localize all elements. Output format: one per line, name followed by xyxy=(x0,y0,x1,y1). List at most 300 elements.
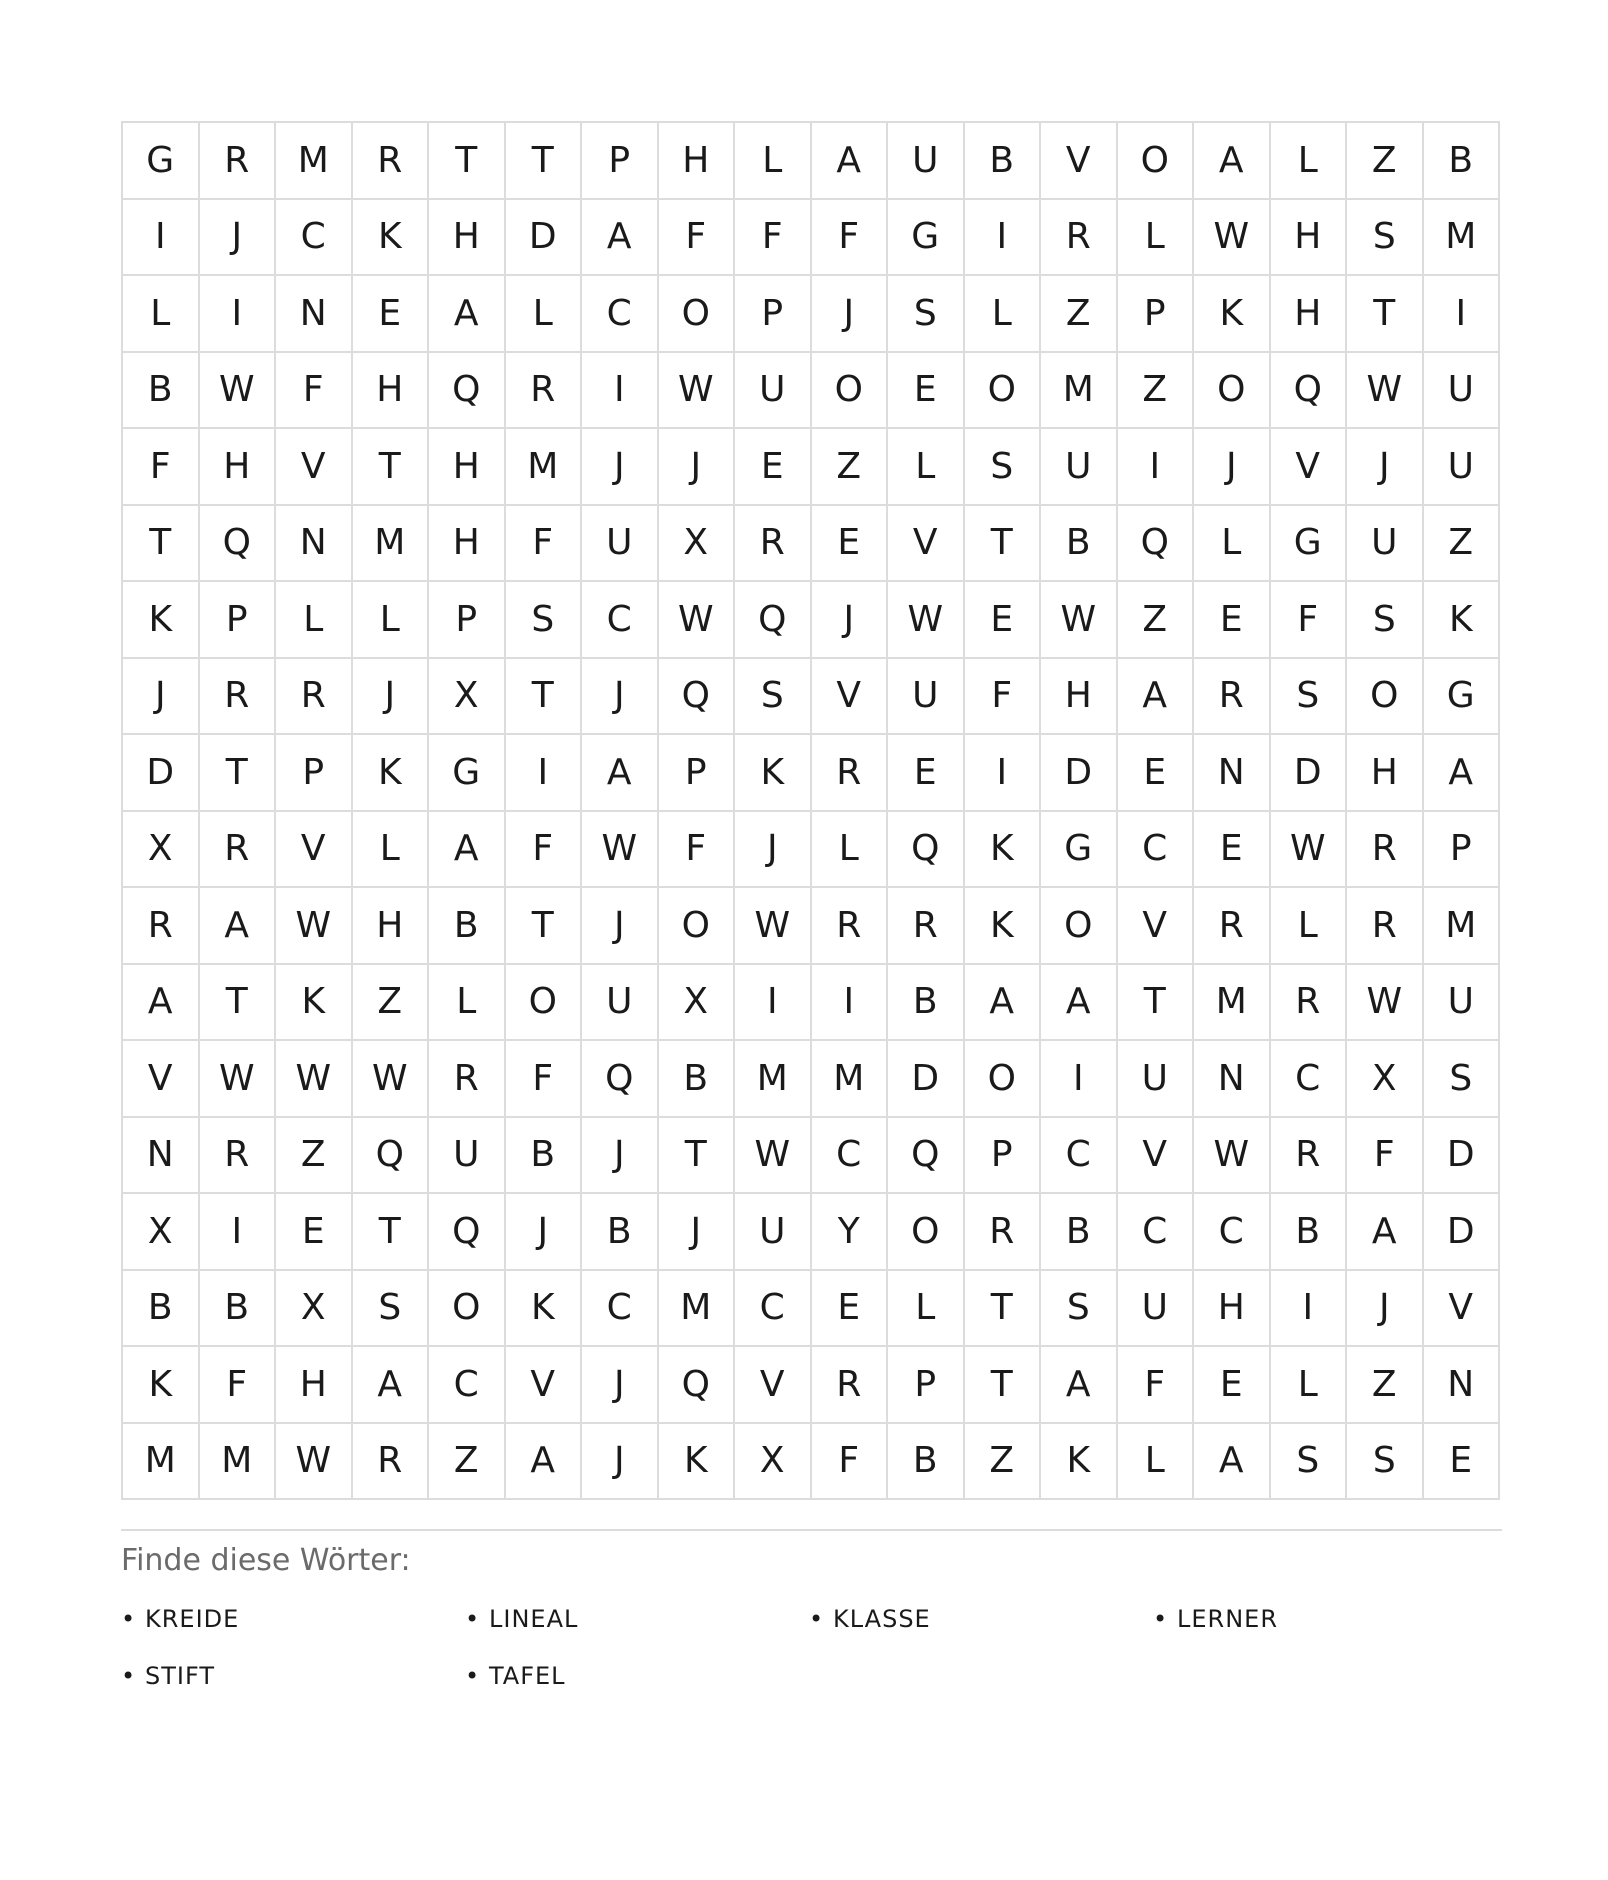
grid-cell[interactable]: U xyxy=(735,353,812,430)
grid-cell[interactable]: L xyxy=(1118,200,1195,277)
grid-cell[interactable]: H xyxy=(276,1347,353,1424)
grid-cell[interactable]: K xyxy=(353,735,430,812)
grid-cell[interactable]: K xyxy=(1194,276,1271,353)
grid-cell[interactable]: A xyxy=(582,200,659,277)
grid-cell[interactable]: Z xyxy=(1041,276,1118,353)
grid-cell[interactable]: W xyxy=(276,1424,353,1501)
grid-cell[interactable]: E xyxy=(735,429,812,506)
grid-cell[interactable]: K xyxy=(276,965,353,1042)
grid-cell[interactable]: O xyxy=(1041,888,1118,965)
grid-cell[interactable]: V xyxy=(1118,1118,1195,1195)
grid-cell[interactable]: U xyxy=(1424,353,1501,430)
grid-cell[interactable]: C xyxy=(1194,1194,1271,1271)
grid-cell[interactable]: B xyxy=(1271,1194,1348,1271)
grid-cell[interactable]: U xyxy=(1118,1271,1195,1348)
grid-cell[interactable]: V xyxy=(1118,888,1195,965)
grid-cell[interactable]: S xyxy=(965,429,1042,506)
grid-cell[interactable]: N xyxy=(276,276,353,353)
grid-cell[interactable]: Z xyxy=(276,1118,353,1195)
grid-cell[interactable]: J xyxy=(735,812,812,889)
grid-cell[interactable]: H xyxy=(1271,200,1348,277)
grid-cell[interactable]: I xyxy=(582,353,659,430)
grid-cell[interactable]: B xyxy=(888,1424,965,1501)
grid-cell[interactable]: K xyxy=(1041,1424,1118,1501)
grid-cell[interactable]: F xyxy=(735,200,812,277)
grid-cell[interactable]: K xyxy=(123,1347,200,1424)
grid-cell[interactable]: J xyxy=(582,659,659,736)
grid-cell[interactable]: X xyxy=(123,1194,200,1271)
grid-cell[interactable]: R xyxy=(1271,1118,1348,1195)
grid-cell[interactable]: O xyxy=(1347,659,1424,736)
grid-cell[interactable]: F xyxy=(1118,1347,1195,1424)
grid-cell[interactable]: P xyxy=(1424,812,1501,889)
grid-cell[interactable]: R xyxy=(200,123,277,200)
grid-cell[interactable]: G xyxy=(1041,812,1118,889)
grid-cell[interactable]: E xyxy=(1118,735,1195,812)
grid-cell[interactable]: K xyxy=(506,1271,583,1348)
grid-cell[interactable]: D xyxy=(123,735,200,812)
grid-cell[interactable]: D xyxy=(1424,1118,1501,1195)
grid-cell[interactable]: C xyxy=(1041,1118,1118,1195)
grid-cell[interactable]: K xyxy=(659,1424,736,1501)
grid-cell[interactable]: T xyxy=(965,1271,1042,1348)
grid-cell[interactable]: R xyxy=(1347,812,1424,889)
grid-cell[interactable]: R xyxy=(1347,888,1424,965)
grid-cell[interactable]: I xyxy=(1424,276,1501,353)
grid-cell[interactable]: A xyxy=(1041,965,1118,1042)
grid-cell[interactable]: F xyxy=(1347,1118,1424,1195)
grid-cell[interactable]: K xyxy=(965,812,1042,889)
grid-cell[interactable]: H xyxy=(1194,1271,1271,1348)
grid-cell[interactable]: Z xyxy=(965,1424,1042,1501)
grid-cell[interactable]: M xyxy=(812,1041,889,1118)
grid-cell[interactable]: E xyxy=(965,582,1042,659)
grid-cell[interactable]: H xyxy=(429,429,506,506)
grid-cell[interactable]: J xyxy=(812,582,889,659)
grid-cell[interactable]: R xyxy=(812,735,889,812)
grid-cell[interactable]: Q xyxy=(1271,353,1348,430)
grid-cell[interactable]: L xyxy=(276,582,353,659)
grid-cell[interactable]: M xyxy=(123,1424,200,1501)
grid-cell[interactable]: J xyxy=(582,429,659,506)
grid-cell[interactable]: C xyxy=(735,1271,812,1348)
grid-cell[interactable]: T xyxy=(200,965,277,1042)
grid-cell[interactable]: W xyxy=(1041,582,1118,659)
grid-cell[interactable]: C xyxy=(1271,1041,1348,1118)
grid-cell[interactable]: R xyxy=(1271,965,1348,1042)
grid-cell[interactable]: X xyxy=(276,1271,353,1348)
grid-cell[interactable]: B xyxy=(123,353,200,430)
grid-cell[interactable]: F xyxy=(200,1347,277,1424)
grid-cell[interactable]: M xyxy=(1041,353,1118,430)
grid-cell[interactable]: G xyxy=(888,200,965,277)
grid-cell[interactable]: E xyxy=(812,506,889,583)
grid-cell[interactable]: F xyxy=(965,659,1042,736)
grid-cell[interactable]: V xyxy=(276,812,353,889)
grid-cell[interactable]: V xyxy=(276,429,353,506)
grid-cell[interactable]: T xyxy=(123,506,200,583)
grid-cell[interactable]: X xyxy=(1347,1041,1424,1118)
grid-cell[interactable]: K xyxy=(965,888,1042,965)
grid-cell[interactable]: S xyxy=(353,1271,430,1348)
grid-cell[interactable]: U xyxy=(582,506,659,583)
grid-cell[interactable]: Q xyxy=(735,582,812,659)
grid-cell[interactable]: W xyxy=(276,1041,353,1118)
grid-cell[interactable]: J xyxy=(582,888,659,965)
grid-cell[interactable]: B xyxy=(1424,123,1501,200)
grid-cell[interactable]: H xyxy=(1347,735,1424,812)
grid-cell[interactable]: X xyxy=(429,659,506,736)
grid-cell[interactable]: C xyxy=(582,1271,659,1348)
grid-cell[interactable]: I xyxy=(812,965,889,1042)
grid-cell[interactable]: M xyxy=(1424,200,1501,277)
grid-cell[interactable]: E xyxy=(888,735,965,812)
grid-cell[interactable]: G xyxy=(1271,506,1348,583)
grid-cell[interactable]: E xyxy=(1194,1347,1271,1424)
grid-cell[interactable]: J xyxy=(812,276,889,353)
grid-cell[interactable]: U xyxy=(582,965,659,1042)
grid-cell[interactable]: T xyxy=(506,123,583,200)
grid-cell[interactable]: A xyxy=(353,1347,430,1424)
grid-cell[interactable]: B xyxy=(659,1041,736,1118)
grid-cell[interactable]: E xyxy=(1194,812,1271,889)
grid-cell[interactable]: Q xyxy=(888,1118,965,1195)
grid-cell[interactable]: I xyxy=(200,1194,277,1271)
grid-cell[interactable]: L xyxy=(888,429,965,506)
grid-cell[interactable]: I xyxy=(200,276,277,353)
grid-cell[interactable]: L xyxy=(735,123,812,200)
grid-cell[interactable]: S xyxy=(1347,200,1424,277)
grid-cell[interactable]: X xyxy=(659,965,736,1042)
grid-cell[interactable]: E xyxy=(1424,1424,1501,1501)
grid-cell[interactable]: P xyxy=(1118,276,1195,353)
grid-cell[interactable]: B xyxy=(200,1271,277,1348)
grid-cell[interactable]: M xyxy=(506,429,583,506)
grid-cell[interactable]: Q xyxy=(659,1347,736,1424)
grid-cell[interactable]: C xyxy=(276,200,353,277)
grid-cell[interactable]: U xyxy=(1424,965,1501,1042)
grid-cell[interactable]: A xyxy=(1041,1347,1118,1424)
grid-cell[interactable]: B xyxy=(1041,1194,1118,1271)
grid-cell[interactable]: Z xyxy=(1118,582,1195,659)
grid-cell[interactable]: H xyxy=(353,353,430,430)
grid-cell[interactable]: O xyxy=(965,1041,1042,1118)
grid-cell[interactable]: T xyxy=(506,888,583,965)
grid-cell[interactable]: P xyxy=(965,1118,1042,1195)
grid-cell[interactable]: G xyxy=(1424,659,1501,736)
grid-cell[interactable]: P xyxy=(735,276,812,353)
grid-cell[interactable]: S xyxy=(888,276,965,353)
grid-cell[interactable]: X xyxy=(735,1424,812,1501)
grid-cell[interactable]: H xyxy=(1271,276,1348,353)
grid-cell[interactable]: P xyxy=(200,582,277,659)
grid-cell[interactable]: N xyxy=(276,506,353,583)
grid-cell[interactable]: D xyxy=(888,1041,965,1118)
grid-cell[interactable]: W xyxy=(659,353,736,430)
grid-cell[interactable]: R xyxy=(888,888,965,965)
grid-cell[interactable]: V xyxy=(123,1041,200,1118)
grid-cell[interactable]: Z xyxy=(353,965,430,1042)
grid-cell[interactable]: I xyxy=(506,735,583,812)
grid-cell[interactable]: D xyxy=(1041,735,1118,812)
grid-cell[interactable]: A xyxy=(1194,1424,1271,1501)
grid-cell[interactable]: H xyxy=(200,429,277,506)
grid-cell[interactable]: S xyxy=(1271,659,1348,736)
grid-cell[interactable]: K xyxy=(735,735,812,812)
grid-cell[interactable]: R xyxy=(429,1041,506,1118)
grid-cell[interactable]: Z xyxy=(1118,353,1195,430)
grid-cell[interactable]: F xyxy=(659,200,736,277)
grid-cell[interactable]: M xyxy=(659,1271,736,1348)
grid-cell[interactable]: S xyxy=(1347,582,1424,659)
grid-cell[interactable]: F xyxy=(506,1041,583,1118)
grid-cell[interactable]: W xyxy=(1271,812,1348,889)
grid-cell[interactable]: H xyxy=(429,506,506,583)
grid-cell[interactable]: C xyxy=(429,1347,506,1424)
grid-cell[interactable]: M xyxy=(276,123,353,200)
grid-cell[interactable]: W xyxy=(582,812,659,889)
grid-cell[interactable]: Z xyxy=(812,429,889,506)
grid-cell[interactable]: I xyxy=(1118,429,1195,506)
grid-cell[interactable]: A xyxy=(429,812,506,889)
grid-cell[interactable]: B xyxy=(1041,506,1118,583)
grid-cell[interactable]: J xyxy=(353,659,430,736)
grid-cell[interactable]: Z xyxy=(1424,506,1501,583)
grid-cell[interactable]: Q xyxy=(353,1118,430,1195)
grid-cell[interactable]: I xyxy=(965,200,1042,277)
grid-cell[interactable]: R xyxy=(123,888,200,965)
grid-cell[interactable]: E xyxy=(1194,582,1271,659)
grid-cell[interactable]: C xyxy=(582,276,659,353)
grid-cell[interactable]: C xyxy=(582,582,659,659)
grid-cell[interactable]: B xyxy=(582,1194,659,1271)
grid-cell[interactable]: V xyxy=(1041,123,1118,200)
grid-cell[interactable]: T xyxy=(659,1118,736,1195)
grid-cell[interactable]: A xyxy=(1347,1194,1424,1271)
grid-cell[interactable]: J xyxy=(582,1118,659,1195)
grid-cell[interactable]: L xyxy=(506,276,583,353)
grid-cell[interactable]: V xyxy=(1424,1271,1501,1348)
grid-cell[interactable]: Z xyxy=(429,1424,506,1501)
grid-cell[interactable]: A xyxy=(582,735,659,812)
grid-cell[interactable]: N xyxy=(1194,735,1271,812)
grid-cell[interactable]: M xyxy=(735,1041,812,1118)
grid-cell[interactable]: Z xyxy=(1347,123,1424,200)
grid-cell[interactable]: E xyxy=(888,353,965,430)
grid-cell[interactable]: M xyxy=(1424,888,1501,965)
grid-cell[interactable]: R xyxy=(200,812,277,889)
grid-cell[interactable]: Q xyxy=(429,353,506,430)
grid-cell[interactable]: T xyxy=(965,1347,1042,1424)
grid-cell[interactable]: J xyxy=(582,1424,659,1501)
grid-cell[interactable]: G xyxy=(429,735,506,812)
grid-cell[interactable]: J xyxy=(1347,1271,1424,1348)
grid-cell[interactable]: D xyxy=(506,200,583,277)
grid-cell[interactable]: U xyxy=(888,659,965,736)
grid-cell[interactable]: K xyxy=(1424,582,1501,659)
grid-cell[interactable]: K xyxy=(123,582,200,659)
grid-cell[interactable]: W xyxy=(200,353,277,430)
grid-cell[interactable]: X xyxy=(123,812,200,889)
grid-cell[interactable]: F xyxy=(1271,582,1348,659)
grid-cell[interactable]: F xyxy=(123,429,200,506)
grid-cell[interactable]: L xyxy=(353,582,430,659)
grid-cell[interactable]: M xyxy=(200,1424,277,1501)
grid-cell[interactable]: Q xyxy=(888,812,965,889)
grid-cell[interactable]: S xyxy=(1424,1041,1501,1118)
grid-cell[interactable]: I xyxy=(965,735,1042,812)
grid-cell[interactable]: U xyxy=(1041,429,1118,506)
grid-cell[interactable]: P xyxy=(888,1347,965,1424)
grid-cell[interactable]: L xyxy=(888,1271,965,1348)
grid-cell[interactable]: T xyxy=(1118,965,1195,1042)
grid-cell[interactable]: J xyxy=(506,1194,583,1271)
grid-cell[interactable]: R xyxy=(1041,200,1118,277)
grid-cell[interactable]: P xyxy=(659,735,736,812)
grid-cell[interactable]: A xyxy=(200,888,277,965)
grid-cell[interactable]: T xyxy=(353,429,430,506)
grid-cell[interactable]: O xyxy=(506,965,583,1042)
grid-cell[interactable]: U xyxy=(735,1194,812,1271)
grid-cell[interactable]: B xyxy=(888,965,965,1042)
grid-cell[interactable]: B xyxy=(123,1271,200,1348)
grid-cell[interactable]: R xyxy=(812,888,889,965)
grid-cell[interactable]: T xyxy=(353,1194,430,1271)
grid-cell[interactable]: A xyxy=(123,965,200,1042)
grid-cell[interactable]: N xyxy=(1424,1347,1501,1424)
grid-cell[interactable]: U xyxy=(1347,506,1424,583)
grid-cell[interactable]: W xyxy=(735,1118,812,1195)
grid-cell[interactable]: A xyxy=(506,1424,583,1501)
grid-cell[interactable]: R xyxy=(353,123,430,200)
grid-cell[interactable]: Q xyxy=(429,1194,506,1271)
grid-cell[interactable]: W xyxy=(353,1041,430,1118)
grid-cell[interactable]: J xyxy=(659,1194,736,1271)
grid-cell[interactable]: T xyxy=(200,735,277,812)
grid-cell[interactable]: N xyxy=(1194,1041,1271,1118)
grid-cell[interactable]: L xyxy=(1118,1424,1195,1501)
grid-cell[interactable]: W xyxy=(1194,200,1271,277)
grid-cell[interactable]: U xyxy=(429,1118,506,1195)
grid-cell[interactable]: O xyxy=(1118,123,1195,200)
grid-cell[interactable]: A xyxy=(1424,735,1501,812)
grid-cell[interactable]: R xyxy=(735,506,812,583)
grid-cell[interactable]: L xyxy=(353,812,430,889)
grid-cell[interactable]: W xyxy=(659,582,736,659)
grid-cell[interactable]: Q xyxy=(582,1041,659,1118)
grid-cell[interactable]: I xyxy=(123,200,200,277)
grid-cell[interactable]: C xyxy=(1118,1194,1195,1271)
grid-cell[interactable]: J xyxy=(659,429,736,506)
grid-cell[interactable]: R xyxy=(965,1194,1042,1271)
grid-cell[interactable]: W xyxy=(735,888,812,965)
grid-cell[interactable]: M xyxy=(1194,965,1271,1042)
grid-cell[interactable]: F xyxy=(812,200,889,277)
grid-cell[interactable]: G xyxy=(123,123,200,200)
grid-cell[interactable]: L xyxy=(812,812,889,889)
grid-cell[interactable]: Q xyxy=(659,659,736,736)
grid-cell[interactable]: H xyxy=(659,123,736,200)
grid-cell[interactable]: T xyxy=(1347,276,1424,353)
grid-cell[interactable]: O xyxy=(659,888,736,965)
grid-cell[interactable]: A xyxy=(965,965,1042,1042)
grid-cell[interactable]: A xyxy=(812,123,889,200)
grid-cell[interactable]: L xyxy=(965,276,1042,353)
grid-cell[interactable]: C xyxy=(812,1118,889,1195)
grid-cell[interactable]: P xyxy=(582,123,659,200)
grid-cell[interactable]: R xyxy=(1194,888,1271,965)
grid-cell[interactable]: B xyxy=(506,1118,583,1195)
grid-cell[interactable]: A xyxy=(1118,659,1195,736)
grid-cell[interactable]: D xyxy=(1271,735,1348,812)
grid-cell[interactable]: B xyxy=(965,123,1042,200)
grid-cell[interactable]: F xyxy=(659,812,736,889)
grid-cell[interactable]: J xyxy=(1347,429,1424,506)
grid-cell[interactable]: V xyxy=(1271,429,1348,506)
grid-cell[interactable]: R xyxy=(200,659,277,736)
grid-cell[interactable]: P xyxy=(276,735,353,812)
grid-cell[interactable]: H xyxy=(429,200,506,277)
grid-cell[interactable]: V xyxy=(735,1347,812,1424)
grid-cell[interactable]: P xyxy=(429,582,506,659)
grid-cell[interactable]: U xyxy=(1424,429,1501,506)
grid-cell[interactable]: Q xyxy=(1118,506,1195,583)
grid-cell[interactable]: L xyxy=(429,965,506,1042)
grid-cell[interactable]: T xyxy=(965,506,1042,583)
grid-cell[interactable]: R xyxy=(812,1347,889,1424)
grid-cell[interactable]: Y xyxy=(812,1194,889,1271)
grid-cell[interactable]: R xyxy=(200,1118,277,1195)
grid-cell[interactable]: F xyxy=(276,353,353,430)
grid-cell[interactable]: W xyxy=(1347,965,1424,1042)
grid-cell[interactable]: V xyxy=(506,1347,583,1424)
grid-cell[interactable]: B xyxy=(429,888,506,965)
grid-cell[interactable]: R xyxy=(353,1424,430,1501)
grid-cell[interactable]: L xyxy=(1194,506,1271,583)
grid-cell[interactable]: S xyxy=(506,582,583,659)
grid-cell[interactable]: U xyxy=(888,123,965,200)
grid-cell[interactable]: O xyxy=(1194,353,1271,430)
grid-cell[interactable]: K xyxy=(353,200,430,277)
grid-cell[interactable]: O xyxy=(812,353,889,430)
grid-cell[interactable]: L xyxy=(1271,1347,1348,1424)
grid-cell[interactable]: O xyxy=(659,276,736,353)
grid-cell[interactable]: F xyxy=(506,506,583,583)
grid-cell[interactable]: W xyxy=(888,582,965,659)
grid-cell[interactable]: I xyxy=(735,965,812,1042)
grid-cell[interactable]: S xyxy=(1041,1271,1118,1348)
grid-cell[interactable]: A xyxy=(429,276,506,353)
grid-cell[interactable]: H xyxy=(353,888,430,965)
grid-cell[interactable]: I xyxy=(1271,1271,1348,1348)
grid-cell[interactable]: J xyxy=(200,200,277,277)
grid-cell[interactable]: V xyxy=(888,506,965,583)
grid-cell[interactable]: F xyxy=(812,1424,889,1501)
grid-cell[interactable]: L xyxy=(1271,888,1348,965)
grid-cell[interactable]: R xyxy=(276,659,353,736)
grid-cell[interactable]: O xyxy=(888,1194,965,1271)
grid-cell[interactable]: J xyxy=(582,1347,659,1424)
grid-cell[interactable]: C xyxy=(1118,812,1195,889)
grid-cell[interactable]: R xyxy=(506,353,583,430)
grid-cell[interactable]: X xyxy=(659,506,736,583)
grid-cell[interactable]: M xyxy=(353,506,430,583)
grid-cell[interactable]: A xyxy=(1194,123,1271,200)
grid-cell[interactable]: T xyxy=(506,659,583,736)
grid-cell[interactable]: W xyxy=(200,1041,277,1118)
grid-cell[interactable]: V xyxy=(812,659,889,736)
grid-cell[interactable]: E xyxy=(276,1194,353,1271)
